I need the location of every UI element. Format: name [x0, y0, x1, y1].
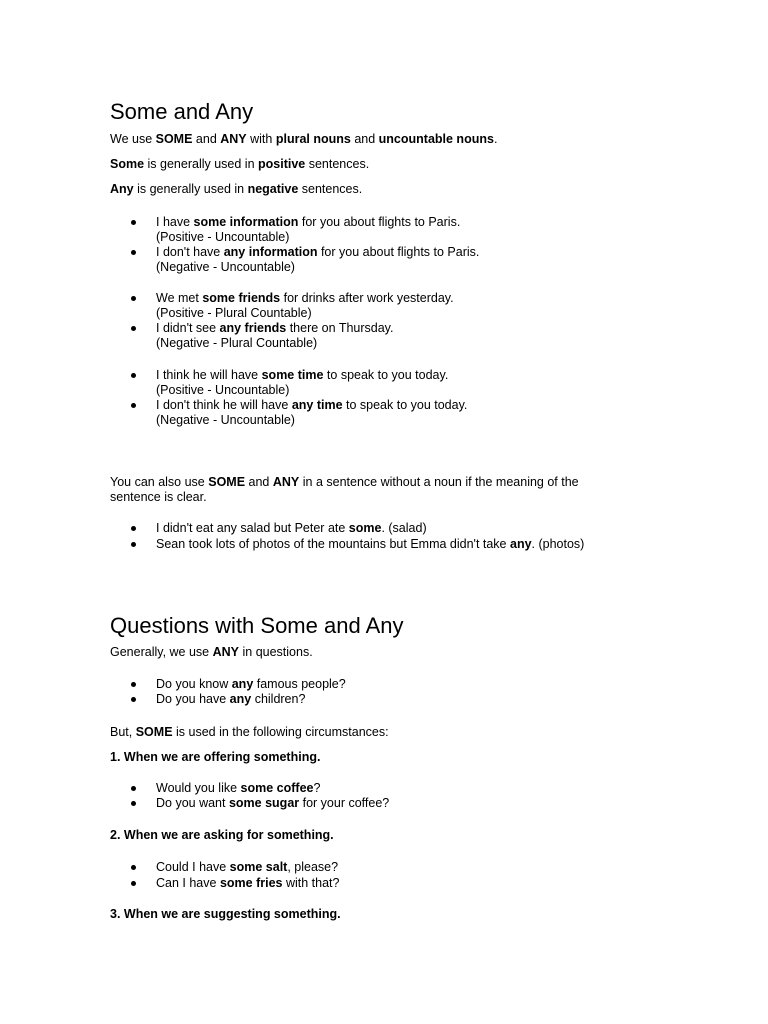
text: I don't have [156, 245, 224, 259]
text: to speak to you today. [323, 368, 449, 382]
text: I didn't see [156, 321, 220, 335]
bold-text: some time [261, 368, 324, 382]
bullet-icon [131, 403, 136, 408]
intro-line [110, 182, 362, 197]
bullet-icon [131, 786, 136, 791]
text: with that? [282, 876, 340, 890]
text: in questions. [239, 645, 313, 659]
bold-text: any [510, 537, 532, 551]
text: Generally, we use [110, 645, 213, 659]
bold-text: positive [258, 157, 306, 171]
text: and [192, 132, 221, 146]
bold-text: Any [110, 182, 134, 196]
text: I have [156, 215, 194, 229]
bold-text: negative [247, 182, 299, 196]
bold-text: any [229, 692, 252, 706]
bullet-icon [131, 865, 136, 870]
text: with [246, 132, 276, 146]
case-heading [110, 828, 334, 843]
bold-text: some friends [202, 291, 281, 305]
section-title: Questions with Some and Any [110, 613, 404, 638]
item-note: (Negative - Uncountable) [156, 413, 295, 427]
text: Could I have [156, 860, 230, 874]
text: to speak to you today. [342, 398, 468, 412]
text: . [493, 132, 498, 146]
text: there on Thursday. [286, 321, 394, 335]
text: and [245, 475, 273, 489]
item-note: (Positive - Plural Countable) [156, 306, 312, 320]
intro-line [110, 645, 313, 660]
text: for your coffee? [299, 796, 390, 810]
text: Do you want [156, 796, 229, 810]
bold-text: any information [223, 245, 318, 259]
section-title: Some and Any [110, 99, 254, 124]
text: and [350, 132, 379, 146]
bold-text: any time [291, 398, 343, 412]
text: I think he will have [156, 368, 262, 382]
bold-text: 3. When we are suggesting something. [110, 907, 341, 921]
text: , please? [287, 860, 339, 874]
text: for you about flights to Paris. [317, 245, 480, 259]
bold-text: some sugar [228, 796, 300, 810]
text: sentences. [298, 182, 363, 196]
bold-text: some information [193, 215, 299, 229]
text: Sean took lots of photos of the mountains but Emma didn't take [156, 537, 510, 551]
text: in a sentence without a noun if the meaning of the sentence is clear. [110, 475, 579, 504]
text: But, [110, 725, 136, 739]
item-note: (Negative - Uncountable) [156, 260, 295, 274]
text: We use [110, 132, 156, 146]
item-note: (Positive - Uncountable) [156, 383, 290, 397]
bullet-icon [131, 373, 136, 378]
text: ? [313, 781, 321, 795]
text: We met [156, 291, 203, 305]
text: You can also use [110, 475, 209, 489]
text: is generally used in [144, 157, 258, 171]
bullet-icon [131, 881, 136, 886]
text: for drinks after work yesterday. [280, 291, 454, 305]
bold-text: plural nouns [275, 132, 351, 146]
bold-text: any [231, 677, 254, 691]
text: for you about flights to Paris. [298, 215, 461, 229]
bullet-icon [131, 296, 136, 301]
item-note: (Positive - Uncountable) [156, 230, 290, 244]
intro-line [110, 157, 369, 172]
bold-text: ANY [272, 475, 300, 489]
bold-text: SOME [155, 132, 193, 146]
bullet-icon [131, 801, 136, 806]
bullet-icon [131, 542, 136, 547]
bold-text: some coffee [240, 781, 314, 795]
text: Do you have [156, 692, 230, 706]
bullet-icon [131, 682, 136, 687]
bullet-icon [131, 250, 136, 255]
text: Do you know [156, 677, 232, 691]
bold-text: some fries [219, 876, 283, 890]
bold-text: uncountable nouns [378, 132, 494, 146]
case-heading [110, 750, 320, 765]
text: sentences. [305, 157, 370, 171]
bold-text: any friends [219, 321, 287, 335]
text: Would you like [156, 781, 241, 795]
bold-text: ANY [212, 645, 240, 659]
intro-line [110, 132, 497, 147]
bold-text: some [348, 521, 382, 535]
bold-text: SOME [135, 725, 173, 739]
bold-text: ANY [220, 132, 247, 146]
bold-text: Some [110, 157, 145, 171]
note-paragraph [110, 475, 625, 505]
bullet-icon [131, 220, 136, 225]
text: I don't think he will have [156, 398, 292, 412]
bold-text: some salt [229, 860, 288, 874]
text: I didn't eat any salad but Peter ate [156, 521, 349, 535]
text: . (salad) [381, 521, 427, 535]
intro-line [110, 725, 389, 740]
text: children? [251, 692, 306, 706]
text: is used in the following circumstances: [172, 725, 389, 739]
text: is generally used in [133, 182, 248, 196]
bold-text: 1. When we are offering something. [110, 750, 321, 764]
bullet-icon [131, 326, 136, 331]
bullet-icon [131, 697, 136, 702]
bullet-icon [131, 526, 136, 531]
text: famous people? [253, 677, 346, 691]
bold-text: SOME [208, 475, 246, 489]
text: . (photos) [531, 537, 585, 551]
bold-text: 2. When we are asking for something. [110, 828, 334, 842]
text: Can I have [156, 876, 220, 890]
item-note: (Negative - Plural Countable) [156, 336, 318, 350]
case-heading [110, 907, 341, 922]
